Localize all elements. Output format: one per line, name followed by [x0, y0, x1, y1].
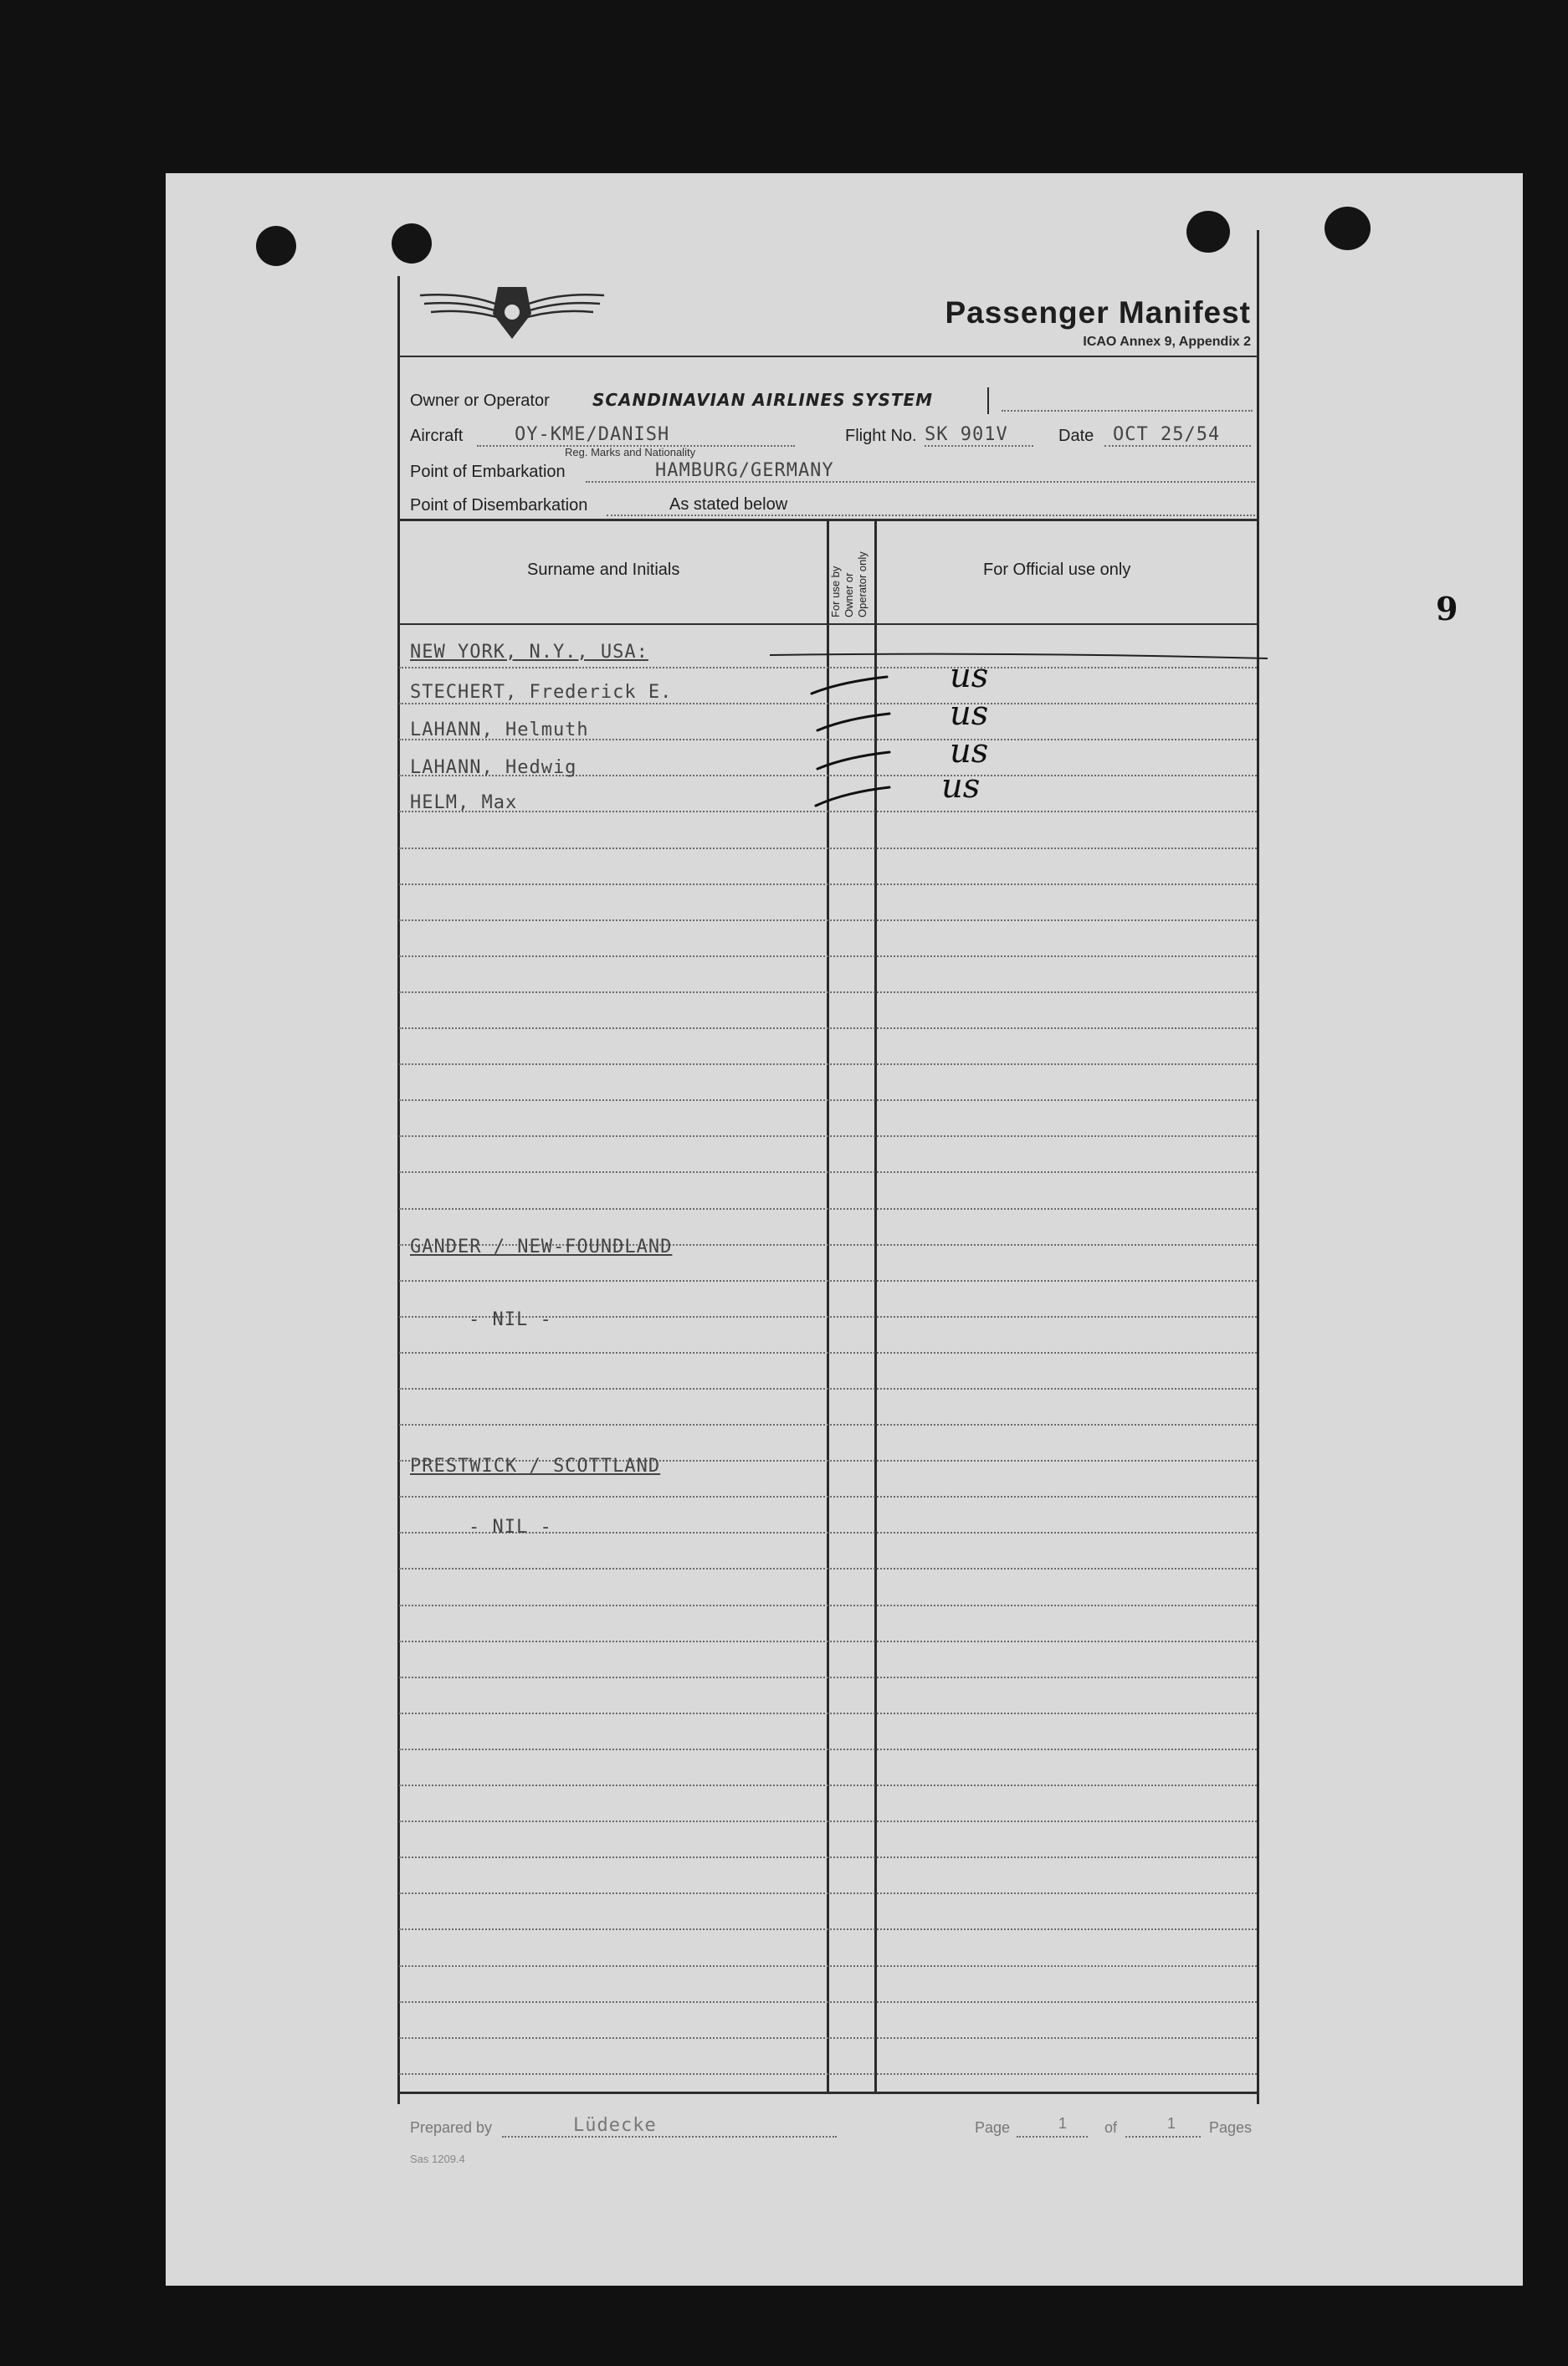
- ruled-line: [399, 1821, 1257, 1822]
- owner-label: Owner or Operator: [410, 392, 550, 410]
- ruled-line: [399, 1135, 1257, 1137]
- ruled-line: [399, 1568, 1257, 1570]
- operator-header-line: For use by: [829, 566, 842, 617]
- ruled-line: [399, 991, 1257, 993]
- ruled-line: [399, 1785, 1257, 1786]
- date-label: Date: [1058, 427, 1094, 445]
- ruled-line: [399, 1856, 1257, 1858]
- ruled-line: [399, 1352, 1257, 1354]
- strike-line: [766, 648, 1284, 665]
- flight-value: SK 901V: [925, 424, 1008, 445]
- embarkation-value: HAMBURG/GERMANY: [655, 460, 834, 481]
- punch-hole: [256, 226, 296, 266]
- ruled-line: [399, 1063, 1257, 1065]
- aircraft-value: OY-KME/DANISH: [515, 424, 670, 445]
- form-title: Passenger Manifest: [945, 295, 1251, 330]
- of-value: 1: [1167, 2115, 1176, 2132]
- ruled-line: [399, 1099, 1257, 1101]
- section-heading: PRESTWICK / SCOTTLAND: [410, 1456, 661, 1477]
- ruled-line: [399, 1388, 1257, 1390]
- section-heading: NEW YORK, N.Y., USA:: [410, 642, 648, 663]
- airline-logo: [416, 280, 608, 347]
- owner-value: SCANDINAVIAN AIRLINES SYSTEM: [592, 390, 934, 410]
- official-mark: us: [941, 767, 981, 806]
- ruled-line: [399, 2037, 1257, 2039]
- ruled-line: [399, 883, 1257, 885]
- ruled-line: [399, 2073, 1257, 2075]
- disembarkation-label: Point of Disembarkation: [410, 496, 588, 515]
- ruled-line: [399, 1677, 1257, 1678]
- column-official-header: For Official use only: [983, 561, 1131, 579]
- official-mark: us: [950, 694, 989, 733]
- ruled-line: [399, 1605, 1257, 1606]
- ruled-line: [399, 955, 1257, 957]
- ruled-line: [399, 1027, 1257, 1029]
- column-surname-header: Surname and Initials: [527, 561, 680, 579]
- ruled-line: [399, 1892, 1257, 1894]
- pages-label: Pages: [1209, 2119, 1253, 2136]
- disembarkation-value: As stated below: [669, 495, 788, 514]
- operator-header-line: Operator only: [856, 551, 869, 617]
- ruled-line: [399, 2001, 1257, 2003]
- ruled-line: [399, 1928, 1257, 1930]
- operator-header-line: Owner or: [843, 572, 855, 617]
- aircraft-label: Aircraft: [410, 427, 464, 445]
- ruled-line: [399, 1713, 1257, 1714]
- official-mark: us: [950, 657, 989, 695]
- passenger-name: LAHANN, Hedwig: [410, 757, 577, 778]
- operator-tick-marks: [807, 665, 899, 832]
- ruled-line: [399, 1749, 1257, 1750]
- page-value: 1: [1058, 2115, 1068, 2132]
- ruled-line: [399, 848, 1257, 849]
- date-value: OCT 25/54: [1113, 424, 1221, 445]
- form-subtitle: ICAO Annex 9, Appendix 2: [1083, 335, 1251, 349]
- margin-page-number: 9: [1436, 590, 1458, 627]
- page-label: Page: [975, 2119, 1011, 2136]
- reg-marks-note: Reg. Marks and Nationality: [565, 446, 696, 458]
- passenger-name: HELM, Max: [410, 792, 518, 813]
- form-code: Sas 1209.4: [410, 2153, 465, 2165]
- passenger-name: STECHERT, Frederick E.: [410, 682, 673, 703]
- column-operator-header: [824, 527, 883, 627]
- ruled-line: [399, 1641, 1257, 1642]
- official-mark: us: [950, 732, 989, 771]
- ruled-line: [399, 1171, 1257, 1173]
- nil-entry: - NIL -: [469, 1517, 552, 1538]
- ruled-line: [399, 919, 1257, 921]
- ruled-line: [399, 1965, 1257, 1967]
- manifest-form: [397, 230, 1259, 2165]
- ruled-line: [399, 1208, 1257, 1210]
- nil-entry: - NIL -: [469, 1309, 552, 1330]
- section-heading: GANDER / NEW-FOUNDLAND: [410, 1237, 673, 1257]
- prepared-by-value: Lüdecke: [573, 2115, 657, 2136]
- flight-label: Flight No.: [845, 427, 917, 445]
- ruled-line: [399, 1496, 1257, 1498]
- embarkation-label: Point of Embarkation: [410, 463, 566, 481]
- prepared-by-label: Prepared by: [410, 2119, 493, 2136]
- ruled-line: [399, 1280, 1257, 1282]
- ruled-line: [399, 1424, 1257, 1426]
- of-label: of: [1104, 2119, 1118, 2136]
- passenger-name: LAHANN, Helmuth: [410, 720, 589, 740]
- punch-hole: [1325, 207, 1371, 250]
